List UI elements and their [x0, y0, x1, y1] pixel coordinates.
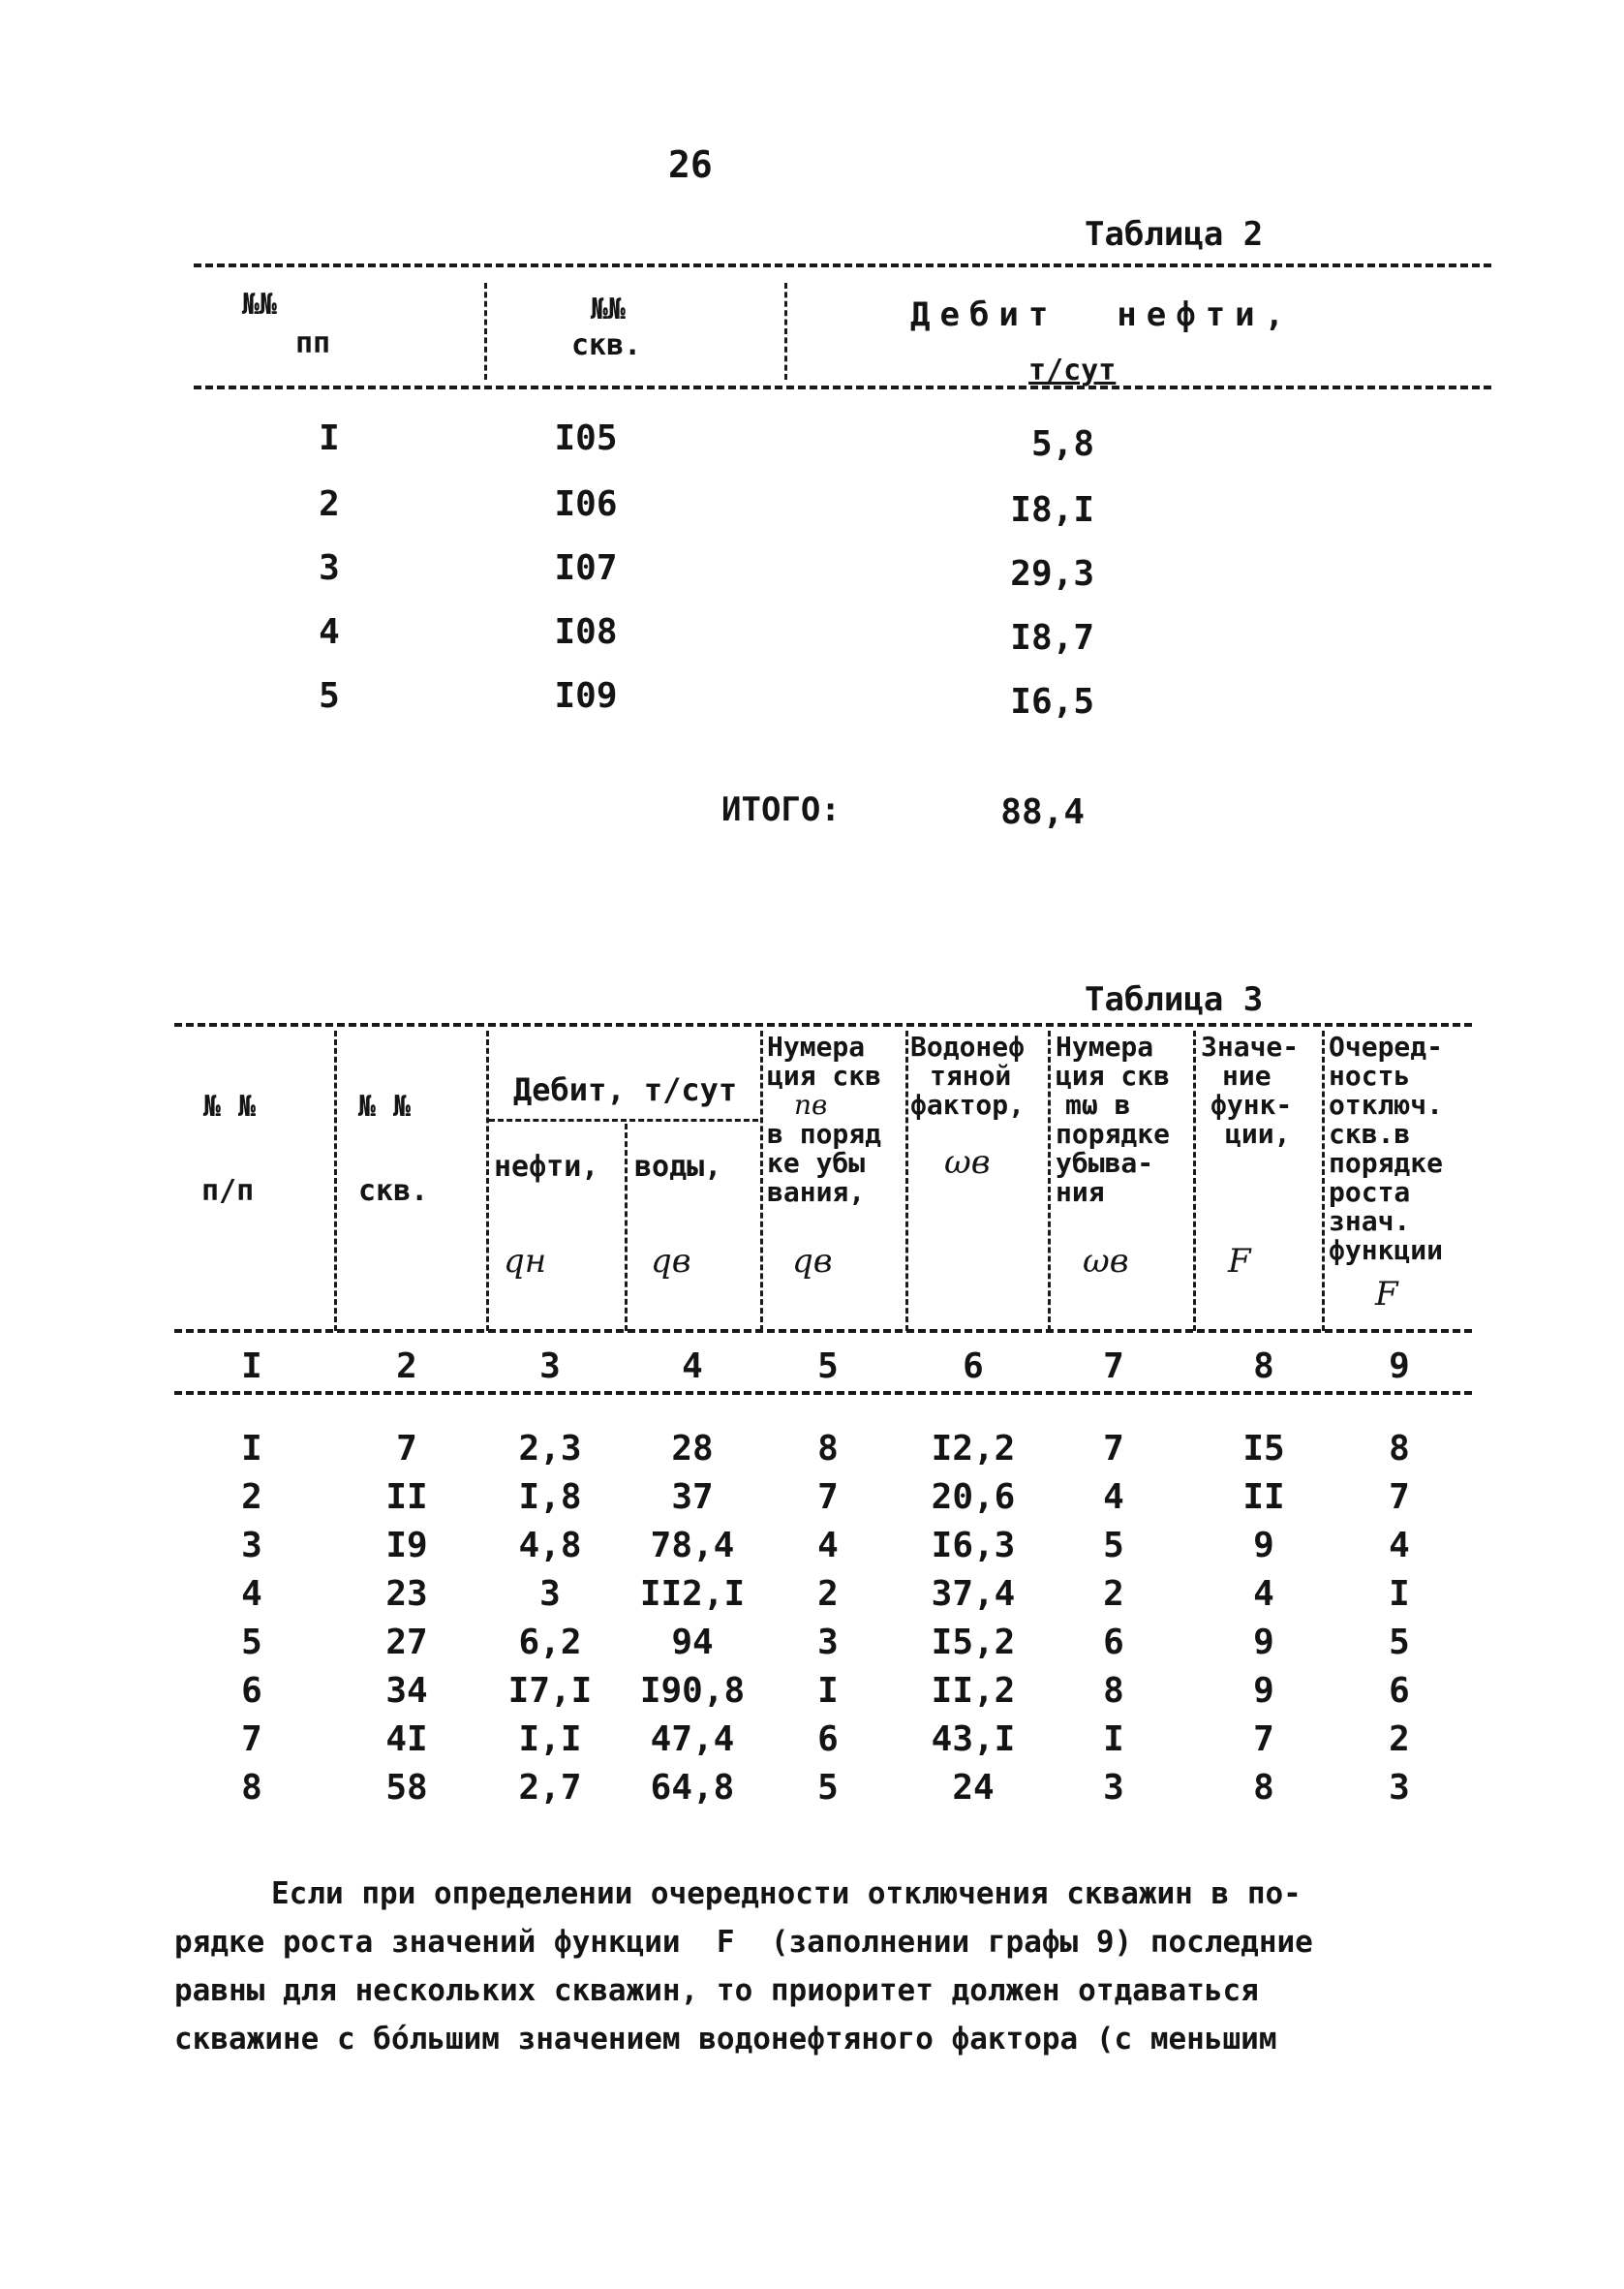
table3-cell: 5: [1389, 1623, 1410, 1662]
table3-cell: 7: [1389, 1477, 1410, 1517]
table3-header-c7: убыва-: [1056, 1147, 1154, 1179]
table3-cell: 7: [817, 1477, 839, 1517]
table3-header-c7: ция скв: [1056, 1060, 1171, 1092]
table3-cell: I5,2: [931, 1623, 1016, 1662]
table3-cell: 3: [539, 1574, 561, 1614]
table3-header-c7: Нумера: [1056, 1031, 1154, 1063]
table3-cell: 24: [952, 1768, 995, 1808]
table3-cell: II: [385, 1477, 428, 1517]
table3-col-divider: [486, 1031, 489, 1331]
table3-cell: 2,3: [518, 1429, 582, 1469]
table2-col-divider: [784, 283, 787, 380]
table2-header-col1-line1: №№: [242, 288, 278, 322]
table3-cell: 7: [1103, 1429, 1124, 1469]
table2-cell: I06: [554, 484, 618, 524]
table3-cell: I5: [1242, 1429, 1285, 1469]
table3-cell: 20,6: [931, 1477, 1016, 1517]
table2-cell: I6,5: [1010, 682, 1094, 722]
table3-cell: I9: [385, 1526, 428, 1565]
table3-cell: 8: [1389, 1429, 1410, 1469]
table3-header-c5: ция скв: [767, 1060, 882, 1092]
table3-header-c5: вания,: [767, 1176, 866, 1208]
table3-cell: 8: [817, 1429, 839, 1469]
table3-header-c6: тяной: [930, 1060, 1012, 1092]
table3-cell: 78,4: [650, 1526, 735, 1565]
table3-column-number: 4: [682, 1346, 703, 1386]
table3-header-c1: п/п: [201, 1174, 255, 1208]
table3-cell: I90,8: [639, 1671, 746, 1711]
table2-total-value: 88,4: [1000, 792, 1085, 832]
table3-col-divider: [334, 1031, 337, 1331]
table3-cell: 4: [241, 1574, 262, 1614]
table3-header-c9: порядке: [1329, 1147, 1444, 1179]
table3-column-number: I: [241, 1346, 262, 1386]
table3-header-c9: Очеред-: [1329, 1031, 1444, 1063]
table3-header-c3-symbol: qн: [504, 1242, 547, 1281]
table3-cell: 2,7: [518, 1768, 582, 1808]
table3-header-c5-symbol: qв: [792, 1242, 833, 1281]
table2-cell: 29,3: [1010, 554, 1094, 594]
table3-col-divider: [1322, 1031, 1325, 1331]
table3-cell: 7: [1253, 1719, 1274, 1759]
table3-cell: 2: [817, 1574, 839, 1614]
table3-column-number: 6: [963, 1346, 984, 1386]
table3-cell: 7: [396, 1429, 417, 1469]
table3-col-divider: [1048, 1031, 1051, 1331]
table3-header-c8: функ-: [1210, 1089, 1293, 1121]
table3-cell: 3: [1103, 1768, 1124, 1808]
table2-total-label: ИТОГО:: [721, 790, 841, 829]
table3-header-c4-symbol: qв: [651, 1242, 691, 1281]
table3-cell: 2: [241, 1477, 262, 1517]
table3-header-c8-symbol: F: [1228, 1242, 1251, 1281]
table3-col-divider: [625, 1124, 628, 1331]
table3-cell: 8: [1103, 1671, 1124, 1711]
table3-cell: 4: [1389, 1526, 1410, 1565]
table2-col-divider: [484, 283, 487, 380]
table3-cell: 64,8: [650, 1768, 735, 1808]
table3-cell: 4I: [385, 1719, 428, 1759]
table3-header-c5: ке убы: [767, 1147, 866, 1179]
table3-cell: 6: [1103, 1623, 1124, 1662]
table3-header-c9: отключ.: [1329, 1089, 1444, 1121]
table2-cell: 2: [319, 484, 340, 524]
table2-cell: I05: [554, 418, 618, 458]
table3-cell: 6: [817, 1719, 839, 1759]
table3-header-c7: ния: [1056, 1176, 1105, 1208]
table2-cell: I: [319, 418, 340, 458]
table3-header-c9: ность: [1329, 1060, 1411, 1092]
table3-cell: 7: [241, 1719, 262, 1759]
table3-cell: I7,I: [507, 1671, 593, 1711]
table3-column-number: 7: [1103, 1346, 1124, 1386]
table3-cell: 4: [1253, 1574, 1274, 1614]
table3-cell: 58: [385, 1768, 428, 1808]
table3-cell: I6,3: [931, 1526, 1016, 1565]
table3-header-c9: скв.в: [1329, 1118, 1411, 1150]
table2-cell: 4: [319, 612, 340, 652]
paragraph-line: рядке роста значений функции F (заполнении графы 9) последние: [174, 1925, 1313, 1960]
table3-header-c2: скв.: [358, 1174, 429, 1208]
table3-cell: I: [1389, 1574, 1410, 1614]
table3-cell: I: [1103, 1719, 1124, 1759]
table3-header-c9: функции: [1329, 1234, 1444, 1266]
table3-cell: 47,4: [650, 1719, 735, 1759]
table3-cell: II2,I: [639, 1574, 746, 1614]
table3-header-c5: nв: [794, 1089, 828, 1121]
table3-header-c4: воды,: [634, 1150, 722, 1184]
table3-header-c6: фактор,: [910, 1089, 1026, 1121]
table3-header-c6-symbol: ωв: [944, 1143, 991, 1182]
table3-cell: 6: [241, 1671, 262, 1711]
table3-header-rule: [174, 1329, 1472, 1333]
paragraph-line: равны для нескольких скважин, то приоритет должен отдаваться: [174, 1973, 1259, 2008]
table3-cell: I: [817, 1671, 839, 1711]
table3-cell: 4: [1103, 1477, 1124, 1517]
table2-header-col3-line1: Дебит нефти,: [910, 295, 1295, 334]
table3-header-c9: роста: [1329, 1176, 1411, 1208]
body-paragraph: [174, 1870, 1433, 2063]
table2-cell: 5,8: [1030, 424, 1094, 464]
table3-cell: I,8: [518, 1477, 582, 1517]
table3-cell: 9: [1253, 1671, 1274, 1711]
table3-cell: 3: [241, 1526, 262, 1565]
table3-cell: 2: [1389, 1719, 1410, 1759]
table3-column-number: 3: [539, 1346, 561, 1386]
table2-cell: I07: [554, 548, 618, 588]
table2-cell: 3: [319, 548, 340, 588]
paragraph-line: скважине с бо́льшим значением водонефтяного фактора (с меньшим: [174, 2022, 1277, 2057]
table3-cell: 5: [1103, 1526, 1124, 1565]
table3-column-number: 8: [1253, 1346, 1274, 1386]
table3-cell: 37,4: [931, 1574, 1016, 1614]
table3-header-c3: нефти,: [494, 1150, 599, 1184]
table3-header-c7: mω в: [1065, 1089, 1131, 1121]
table3-cell: I2,2: [931, 1429, 1016, 1469]
table2-cell: I8,7: [1010, 618, 1094, 658]
table3-cell: 34: [385, 1671, 428, 1711]
table3-cell: I: [241, 1429, 262, 1469]
table3-cell: I,I: [518, 1719, 582, 1759]
table3-header-c5: Нумера: [767, 1031, 866, 1063]
table3-title: Таблица 3: [1085, 980, 1264, 1019]
table3-header-debit: Дебит, т/сут: [513, 1071, 738, 1108]
table3-cell: 6,2: [518, 1623, 582, 1662]
table3-cell: 3: [817, 1623, 839, 1662]
table3-cell: 5: [817, 1768, 839, 1808]
table3-cell: 94: [671, 1623, 714, 1662]
table3-cell: II,2: [931, 1671, 1016, 1711]
table3-header-c1: № №: [203, 1090, 257, 1124]
table2-title: Таблица 2: [1085, 215, 1264, 254]
table3-cell: 9: [1253, 1526, 1274, 1565]
table3-cell: 23: [385, 1574, 428, 1614]
table3-cell: 4: [817, 1526, 839, 1565]
table2-header-col1-line2: пп: [295, 326, 331, 360]
table3-header-c9: знач.: [1329, 1205, 1411, 1237]
table3-top-rule: [174, 1023, 1472, 1027]
table3-header-c8: Значе-: [1201, 1031, 1300, 1063]
table3-cell: 6: [1389, 1671, 1410, 1711]
table3-cell: 2: [1103, 1574, 1124, 1614]
table3-header-c8: ние: [1222, 1060, 1272, 1092]
table3-cell: 5: [241, 1623, 262, 1662]
table2-cell: I8,I: [1010, 490, 1094, 530]
table3-header-c9-symbol: F: [1375, 1275, 1398, 1314]
table2-cell: I08: [554, 612, 618, 652]
table3-column-number: 2: [396, 1346, 417, 1386]
table3-debit-rule: [489, 1119, 758, 1122]
table2-header-col2-line1: №№: [591, 293, 627, 326]
table3-cell: 27: [385, 1623, 428, 1662]
table3-cell: 8: [1253, 1768, 1274, 1808]
page-number: 26: [668, 143, 713, 186]
table3-cell: 28: [671, 1429, 714, 1469]
table3-header-c7-symbol: ωв: [1083, 1242, 1129, 1281]
table3-cell: 37: [671, 1477, 714, 1517]
table3-col-divider: [760, 1031, 763, 1331]
table3-cell: 9: [1253, 1623, 1274, 1662]
table3-header-c8: ции,: [1225, 1118, 1291, 1150]
table2-cell: I09: [554, 676, 618, 716]
table2-top-rule: [194, 263, 1491, 267]
table3-header-c6: Водонеф: [910, 1031, 1026, 1063]
table3-cell: 43,I: [931, 1719, 1016, 1759]
table3-col-divider: [1193, 1031, 1196, 1331]
paragraph-line: Если при определении очередности отключения скважин в по-: [271, 1876, 1302, 1911]
table3-col-divider: [905, 1031, 908, 1331]
table2-cell: 5: [319, 676, 340, 716]
table3-cell: 4,8: [518, 1526, 582, 1565]
table3-cell: 8: [241, 1768, 262, 1808]
table3-column-number: 5: [817, 1346, 839, 1386]
table3-colnum-rule: [174, 1391, 1472, 1395]
table3-column-number: 9: [1389, 1346, 1410, 1386]
table2-header-col2-line2: скв.: [571, 328, 642, 362]
table2-header-col3-line2: т/сут: [1028, 354, 1117, 387]
table3-header-c5: в поряд: [767, 1118, 882, 1150]
table3-cell: II: [1242, 1477, 1285, 1517]
table3-cell: 3: [1389, 1768, 1410, 1808]
table2-header-rule: [194, 386, 1491, 389]
table3-header-c7: порядке: [1056, 1118, 1171, 1150]
table3-header-c2: № №: [358, 1090, 412, 1124]
